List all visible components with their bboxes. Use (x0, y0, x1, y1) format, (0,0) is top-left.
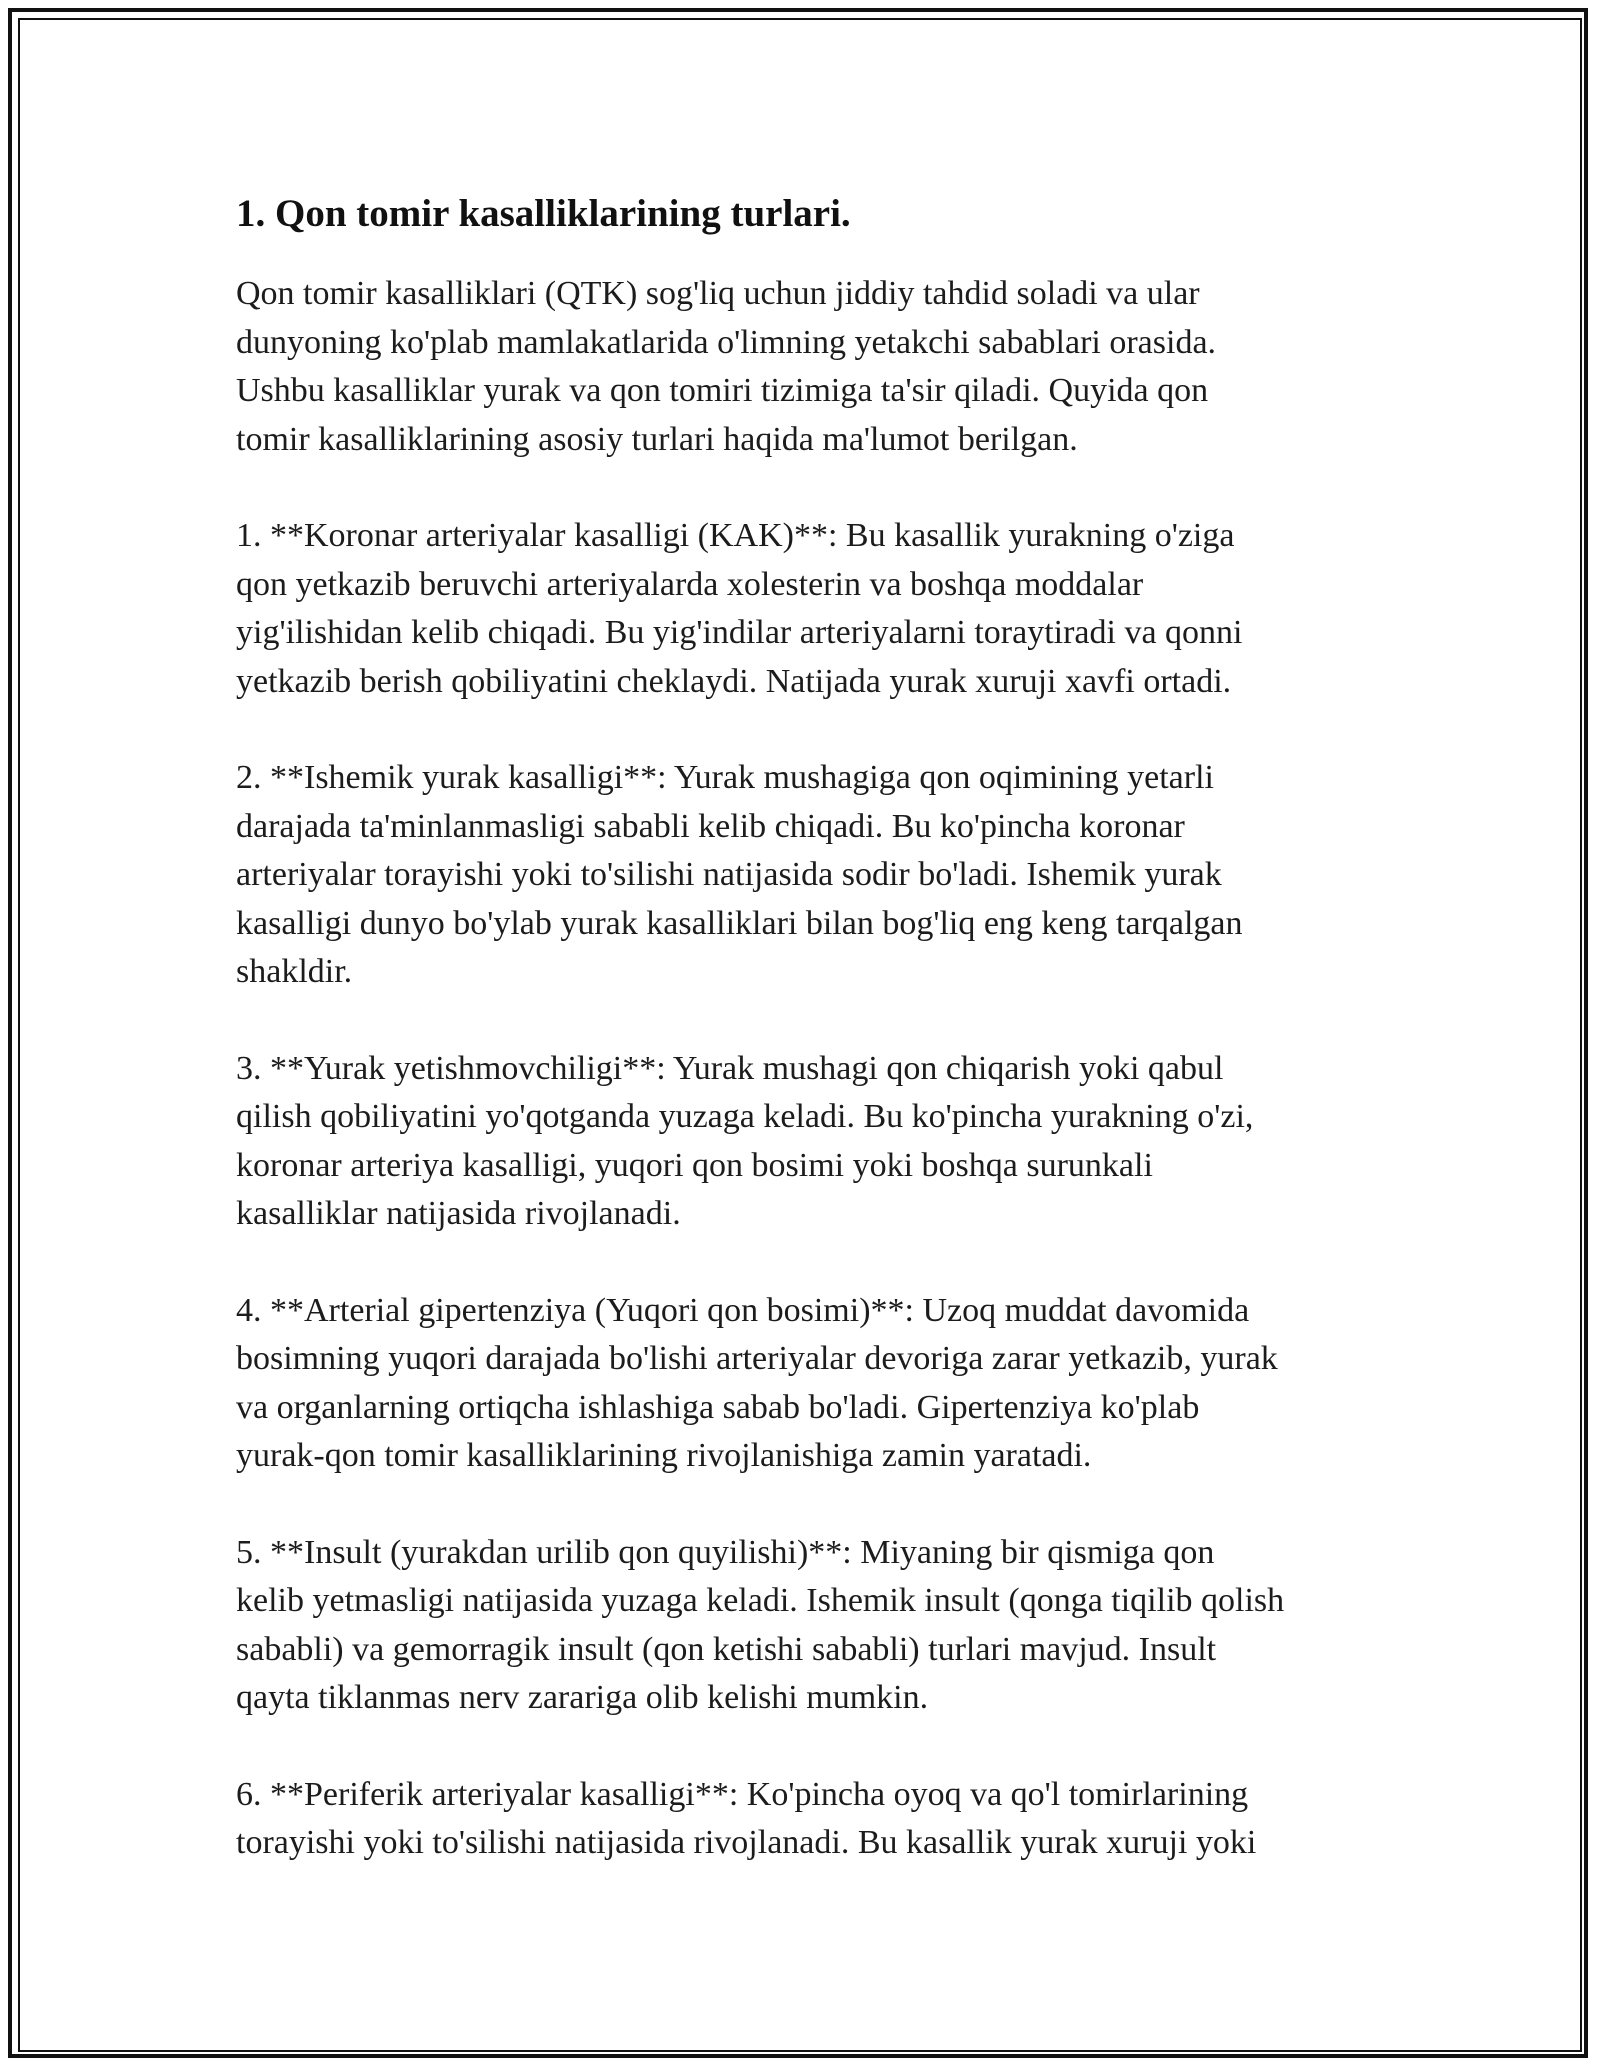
list-item-coronary-artery-disease: 1. **Koronar arteriyalar kasalligi (KAK)**: Bu kasallik yurakning o'ziga qon yetkazib beruvchi arteriyalarda xolesterin va boshqa moddalar yig'ilishidan kelib chiqadi. Bu yig'indilar arteriyalarni toraytiradi va qonni yetkazib berish qobiliyatini cheklaydi. Natijada yurak xuruji xavfi ortadi. (236, 517, 1243, 700)
list-item-ischemic-heart-disease: 2. **Ishemik yurak kasalligi**: Yurak mushagiga qon oqimining yetarli darajada ta'minlanmasligi sababli kelib chiqadi. Bu ko'pincha koronar arteriyalar torayishi yoki to'silishi natijasida sodir bo'ladi. Ishemik yurak kasalligi dunyo bo'ylab yurak kasalliklari bilan bog'liq eng keng tarqalgan shakldir. (236, 759, 1243, 990)
list-item-peripheral-artery-disease: 6. **Periferik arteriyalar kasalligi**: Ko'pincha oyoq va qo'l tomirlarining torayishi yoki to'silishi natijasida rivojlanadi. Bu kasallik yurak xuruji yoki (236, 1775, 1257, 1861)
list-item-heart-failure: 3. **Yurak yetishmovchiligi**: Yurak mushagi qon chiqarish yoki qabul qilish qobiliyatini yo'qotganda yuzaga keladi. Bu ko'pincha yurakning o'zi, koronar arteriya kasalligi, yuqori qon bosimi yoki boshqa surunkali kasalliklar natijasida rivojlanadi. (236, 1049, 1254, 1232)
page-title: 1. Qon tomir kasalliklarining turlari. (236, 192, 851, 235)
list-item-stroke: 5. **Insult (yurakdan urilib qon quyilishi)**: Miyaning bir qismiga qon kelib yetmasligi natijasida yuzaga keladi. Ishemik insult (qonga tiqilib qolish sababli) va gemorragik insult (qon ketishi sababli) turlari mavjud. Insult qayta tiklanmas nerv zarariga olib kelishi mumkin. (236, 1533, 1285, 1716)
list-item-arterial-hypertension: 4. **Arterial gipertenziya (Yuqori qon bosimi)**: Uzoq muddat davomida bosimning yuqori darajada bo'lishi arteriyalar devoriga zarar yetkazib, yurak va organlarning ortiqcha ishlashiga sabab bo'ladi. Gipertenziya ko'plab yurak-qon tomir kasalliklarining rivojlanishiga zamin yaratadi. (236, 1291, 1278, 1474)
document-body (236, 186, 1386, 1916)
intro-paragraph: Qon tomir kasalliklari (QTK) sog'liq uchun jiddiy tahdid soladi va ular dunyoning ko'plab mamlakatlarida o'limning yetakchi sabablari orasida. Ushbu kasalliklar yurak va qon tomiri tizimiga ta'sir qiladi. Quyida qon tomir kasalliklarining asosiy turlari haqida ma'lumot berilgan. (236, 275, 1217, 458)
